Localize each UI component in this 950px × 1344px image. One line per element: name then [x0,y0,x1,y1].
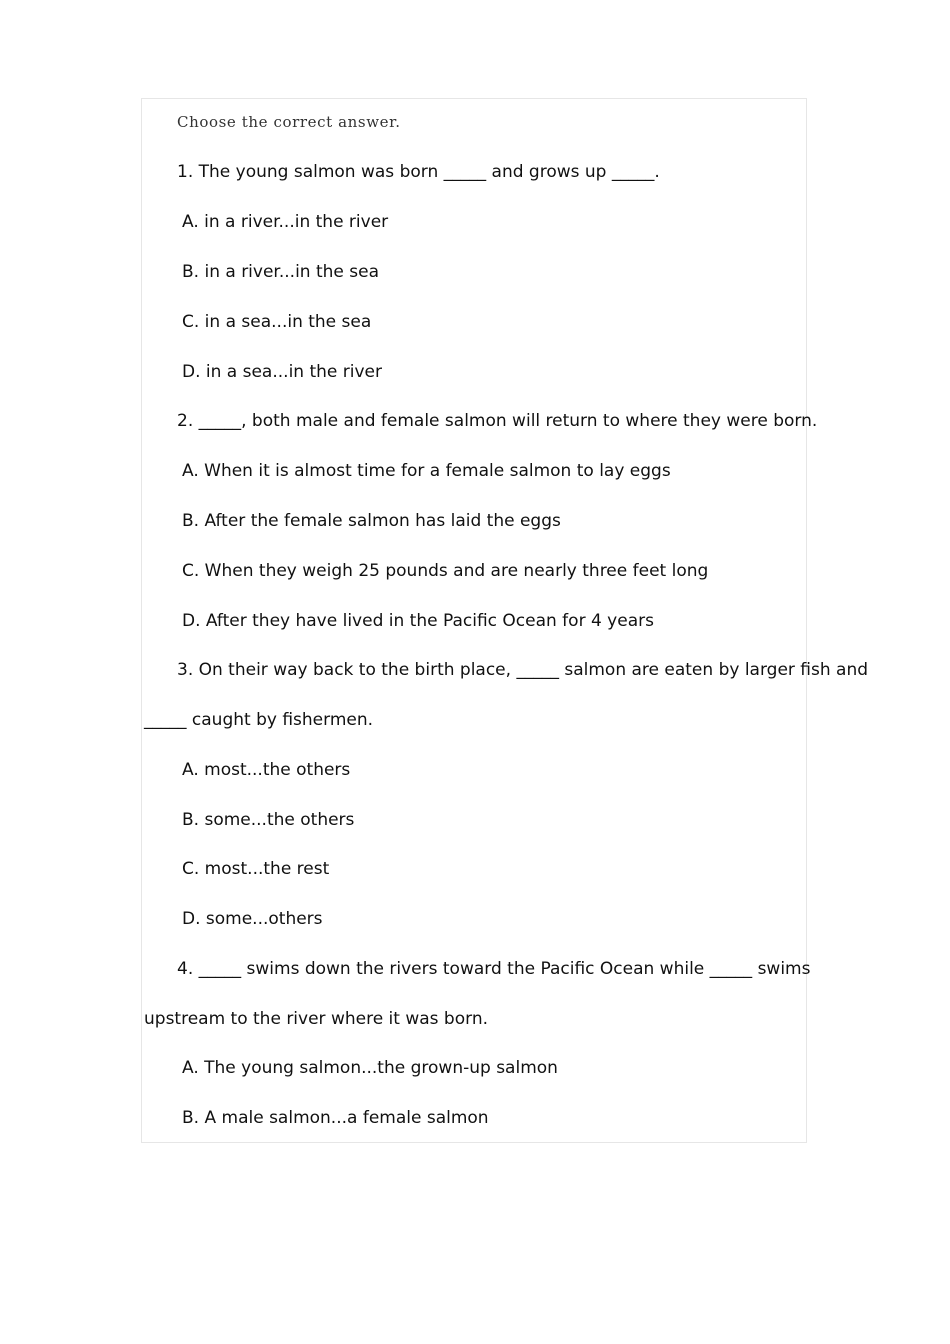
question-1-option-b: B. in a river...in the sea [182,262,380,282]
question-2-stem: 2. _____, both male and female salmon will return to where they were born. [177,411,818,431]
question-2-option-d: D. After they have lived in the Pacific Ocean for 4 years [182,611,654,631]
question-3-option-b: B. some...the others [182,810,355,830]
question-3-option-a: A. most...the others [182,760,351,780]
question-1-option-a: A. in a river...in the river [182,212,389,232]
question-3-option-d: D. some...others [182,909,323,929]
question-4-stem-line-2: upstream to the river where it was born. [144,1009,488,1029]
question-4-option-b: B. A male salmon...a female salmon [182,1108,489,1128]
question-2-option-c: C. When they weigh 25 pounds and are nearly three feet long [182,561,709,581]
question-2-option-a: A. When it is almost time for a female salmon to lay eggs [182,461,671,481]
question-4-option-a: A. The young salmon...the grown-up salmon [182,1058,558,1078]
question-1-option-d: D. in a sea...in the river [182,362,382,382]
question-3-stem-line-1: 3. On their way back to the birth place, _____ salmon are eaten by larger fish and [177,660,869,680]
question-1-option-c: C. in a sea...in the sea [182,312,372,332]
question-1-stem: 1. The young salmon was born _____ and grows up _____. [177,162,660,182]
instruction-text: Choose the correct answer. [177,113,401,131]
question-2-option-b: B. After the female salmon has laid the eggs [182,511,561,531]
question-3-option-c: C. most...the rest [182,859,330,879]
question-4-stem-line-1: 4. _____ swims down the rivers toward the Pacific Ocean while _____ swims [177,959,811,979]
question-3-stem-line-2: _____ caught by fishermen. [144,710,374,730]
